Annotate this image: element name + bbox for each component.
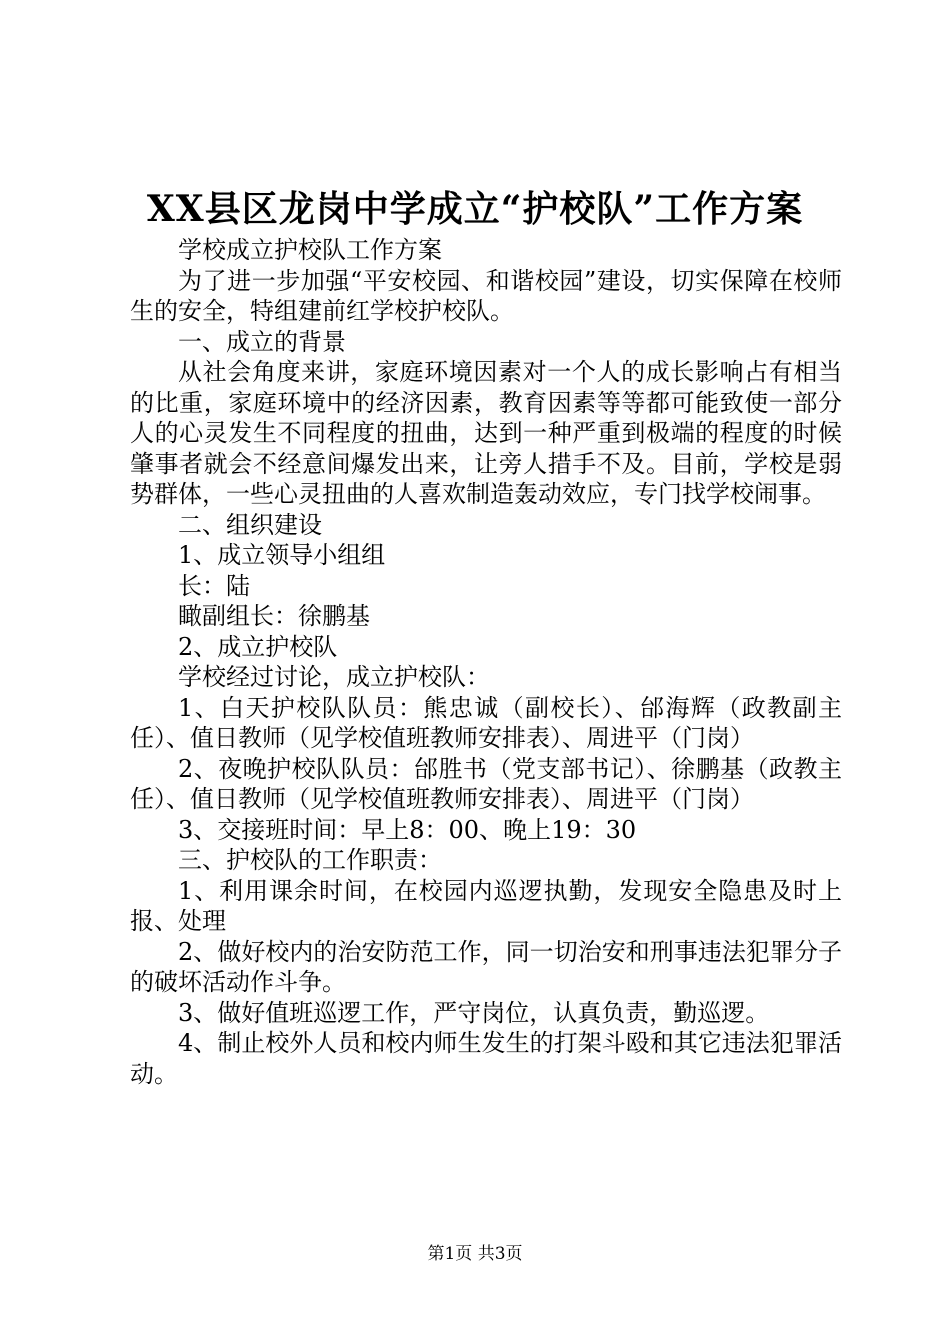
- paragraph-duty-2: 2、做好校内的治安防范工作，同一切治安和刑事违法犯罪分子的破坏活动作斗争。: [130, 937, 842, 996]
- paragraph-establish-team: 2、成立护校队: [178, 632, 338, 661]
- paragraph-intro: 为了进一步加强“平安校园、和谐校园”建设，切实保障在校师生的安全，特组建前红学校护校队。: [130, 266, 842, 325]
- paragraph-day-team: 1、白天护校队队员：熊忠诚（副校长）、邰海辉（政教副主任）、值日教师（见学校值班教师安排表）、周进平（门岗）: [130, 693, 842, 752]
- document-body: [130, 235, 842, 1089]
- paragraph-group-leader: 长：陆: [178, 571, 250, 600]
- page-footer: 第1页 共3页: [427, 1244, 523, 1264]
- section-heading-organization: 二、组织建设: [178, 510, 322, 539]
- paragraph-duty-4: 4、制止校外人员和校内师生发生的打架斗殴和其它违法犯罪活动。: [130, 1029, 842, 1088]
- paragraph-discussion: 学校经过讨论，成立护校队：: [178, 663, 490, 691]
- paragraph-leadership-group: 1、成立领导小组组: [178, 541, 386, 569]
- paragraph-background: 从社会角度来讲，家庭环境因素对一个人的成长影响占有相当的比重，家庭环境中的经济因素，教育因素等等都可能致使一部分人的心灵发生不同程度的扭曲，达到一种严重到极端的程度的时候肇事者就会不经意间爆发出来，让旁人措手不及。目前，学校是弱势群体，一些心灵扭曲的人喜欢制造轰动效应，专门找学校闹事。: [130, 358, 842, 508]
- paragraph-duty-3: 3、做好值班巡逻工作，严守岗位，认真负责，勤巡逻。: [178, 998, 770, 1027]
- section-heading-background: 一、成立的背景: [178, 327, 346, 356]
- paragraph-shift-time: 3、交接班时间：早上8：00、晚上19：30: [178, 815, 637, 844]
- section-heading-duties: 三、护校队的工作职责：: [178, 846, 442, 874]
- paragraph-deputy-leader: 瞰副组长：徐鹏基: [178, 602, 370, 630]
- paragraph-subtitle: 学校成立护校队工作方案: [178, 236, 442, 264]
- paragraph-duty-1: 1、利用课余时间，在校园内巡逻执勤，发现安全隐患及时上报、处理: [130, 876, 842, 935]
- paragraph-night-team: 2、夜晚护校队队员：邰胜书（党支部书记）、徐鹏基（政教主任）、值日教师（见学校值班教师安排表）、周进平（门岗）: [130, 754, 842, 813]
- document-title: XX县区龙岗中学成立“护校队”工作方案: [146, 188, 804, 230]
